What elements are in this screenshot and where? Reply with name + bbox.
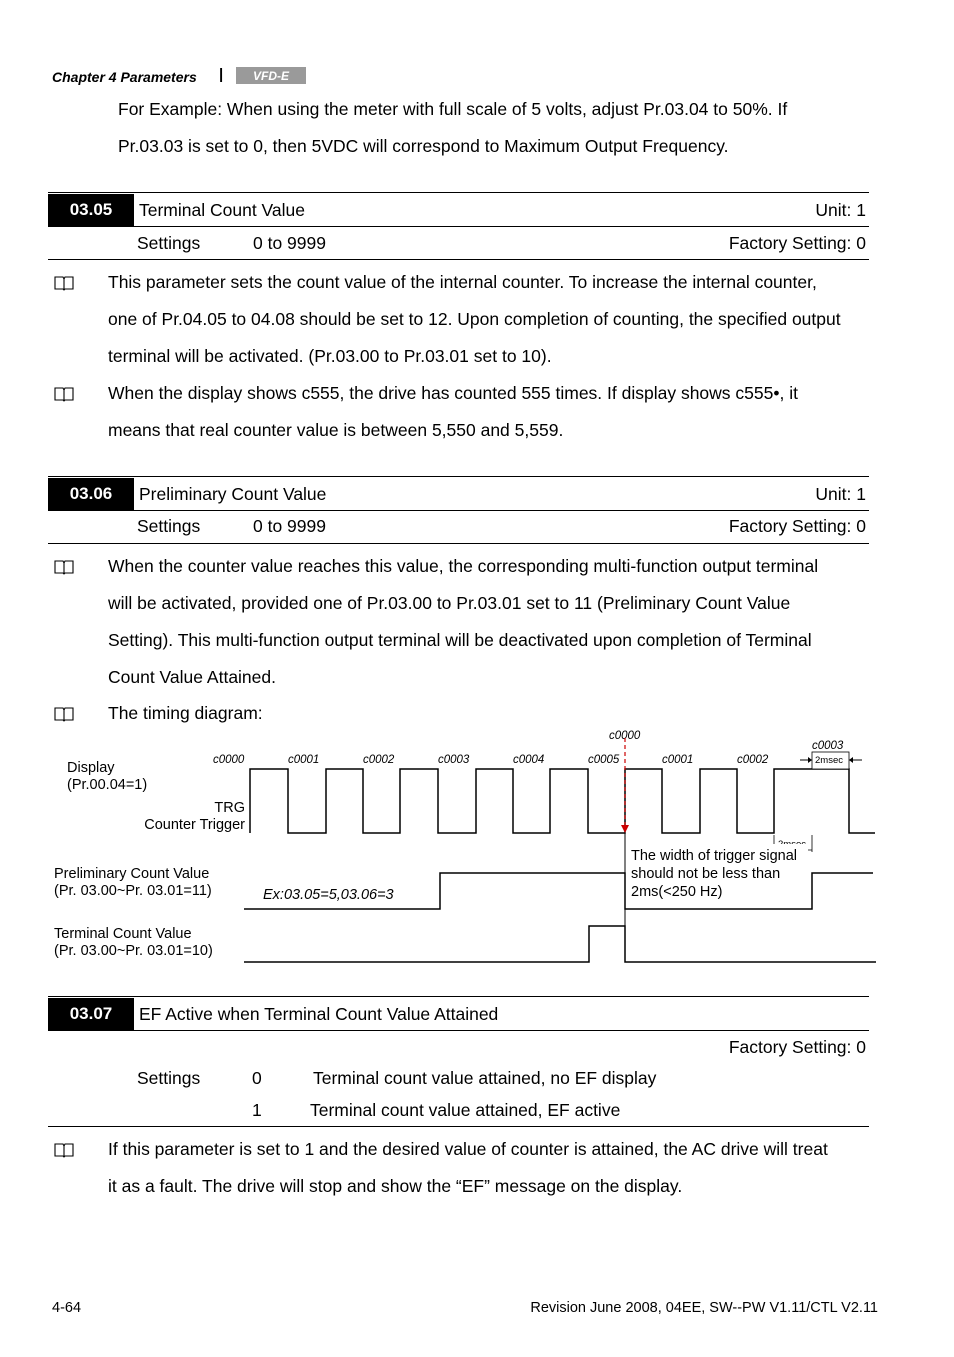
pulse-width-label: 2msec [815, 755, 843, 766]
terminal-count-label: Terminal Count Value [54, 926, 192, 942]
trigger-note-line2: should not be less than [631, 866, 781, 882]
count-label: c0002 [737, 754, 769, 766]
count-label: c0001 [662, 754, 694, 766]
page-number: 4-64 [52, 1300, 82, 1316]
param-0305-range: 0 to 9999 [253, 233, 326, 253]
param-0307-note-1: If this parameter is set to 1 and the desired value of counter is attained, the AC drive will treat it as a fault. The drive will stop and show the “EF” message on the display. [108, 1139, 828, 1196]
option-text: Terminal count value attained, EF active [310, 1100, 621, 1120]
param-0307-factory: Factory Setting: 0 [728, 1037, 866, 1057]
book-icon [54, 275, 74, 291]
option-value: 1 [252, 1100, 262, 1120]
param-0306-top-rule [48, 476, 869, 477]
param-0306-title: Preliminary Count Value [139, 484, 327, 504]
count-label: c0002 [363, 754, 395, 766]
terminal-count-param: (Pr. 03.00~Pr. 03.01=10) [54, 943, 213, 959]
param-0307-title: EF Active when Terminal Count Value Attained [139, 1004, 499, 1024]
param-0306-note-1: When the counter value reaches this value, the corresponding multi-function output terminal will be activated, provided one of Pr.03.00 to Pr.03.01 set to 11 (Preliminary Count Value Setting). This multi-function output terminal will be deactivated upon completion of Terminal Count Value Attained. [108, 556, 819, 687]
param-0306-factory: Factory Setting: 0 [728, 516, 866, 536]
trg-label: TRG [214, 800, 245, 816]
counter-trigger-label: Counter Trigger [144, 817, 245, 833]
reset-count-label: c0000 [609, 730, 641, 742]
trigger-note-line3: 2ms(<250 Hz) [631, 884, 723, 900]
param-0306-number: 03.06 [48, 478, 134, 510]
param-0305-note-2: When the display shows c555, the drive has counted 555 times. If display shows c555•, it means that real counter value is between 5,550 and 5,559. [108, 383, 798, 440]
prelim-count-label: Preliminary Count Value [54, 866, 210, 882]
svg-text:VFD-E: VFD-E [253, 69, 289, 83]
count-label: c0001 [288, 754, 320, 766]
book-icon [54, 1142, 74, 1158]
count-label: c0000 [213, 754, 245, 766]
option-value: 0 [252, 1068, 262, 1088]
terminal-count-signal [244, 926, 876, 962]
param-0306-range: 0 to 9999 [253, 516, 326, 536]
param-0307-number: 03.07 [48, 998, 134, 1030]
param-0305-number: 03.05 [48, 194, 134, 226]
trigger-signal [250, 769, 875, 833]
intro-paragraph: For Example: When using the meter with full scale of 5 volts, adjust Pr.03.04 to 50%. If Pr.03.03 is set to 0, then 5VDC will correspond to Maximum Output Frequency. [118, 99, 788, 156]
arrow-head-icon [849, 757, 853, 763]
param-0307-settings-label: Settings [137, 1068, 201, 1088]
param-0306-unit: Unit: 1 [815, 484, 866, 504]
param-0307-top-rule [48, 996, 869, 997]
count-label: c0003 [438, 754, 470, 766]
param-0305-top-rule [48, 192, 869, 193]
param-0306-note-2: The timing diagram: [108, 703, 263, 723]
param-0305-factory: Factory Setting: 0 [728, 233, 866, 253]
display-param: (Pr.00.04=1) [67, 777, 148, 793]
prelim-count-param: (Pr. 03.00~Pr. 03.01=11) [54, 883, 212, 899]
book-icon [54, 559, 74, 575]
book-icon [54, 386, 74, 402]
trigger-note-line1: The width of trigger signal [631, 848, 798, 864]
param-0305-settings-label: Settings [137, 233, 201, 253]
option-text: Terminal count value attained, no EF display [313, 1068, 657, 1088]
param-0305-title: Terminal Count Value [139, 200, 306, 220]
param-0307-bottom-rule [48, 1126, 869, 1127]
example-label: Ex:03.05=5,03.06=3 [263, 887, 394, 903]
count-label: c0005 [588, 754, 620, 766]
vfd-e-logo [236, 67, 306, 84]
arrow-head-icon [808, 757, 812, 763]
count-label: c0004 [513, 754, 545, 766]
last-count-label: c0003 [812, 740, 844, 752]
param-0305-note-1: This parameter sets the count value of the internal counter. To increase the internal counter, one of Pr.04.05 to 04.08 should be set to 12. Upon completion of counting, the specified output terminal will be activated. (Pr.03.00 to Pr.03.01 set to 10). [108, 272, 841, 366]
timing-diagram [0, 720, 954, 975]
revision-info: Revision June 2008, 04EE, SW--PW V1.11/CTL V2.11 [530, 1300, 878, 1316]
header-separator: | [219, 66, 224, 83]
param-0305-bottom-rule [48, 259, 869, 260]
reset-marker-arrow-icon [621, 825, 629, 833]
chapter-title: Chapter 4 Parameters [52, 69, 197, 85]
param-0305-unit: Unit: 1 [815, 200, 866, 220]
param-0306-bottom-rule [48, 543, 869, 544]
display-label: Display [67, 760, 115, 776]
param-0306-settings-label: Settings [137, 516, 201, 536]
